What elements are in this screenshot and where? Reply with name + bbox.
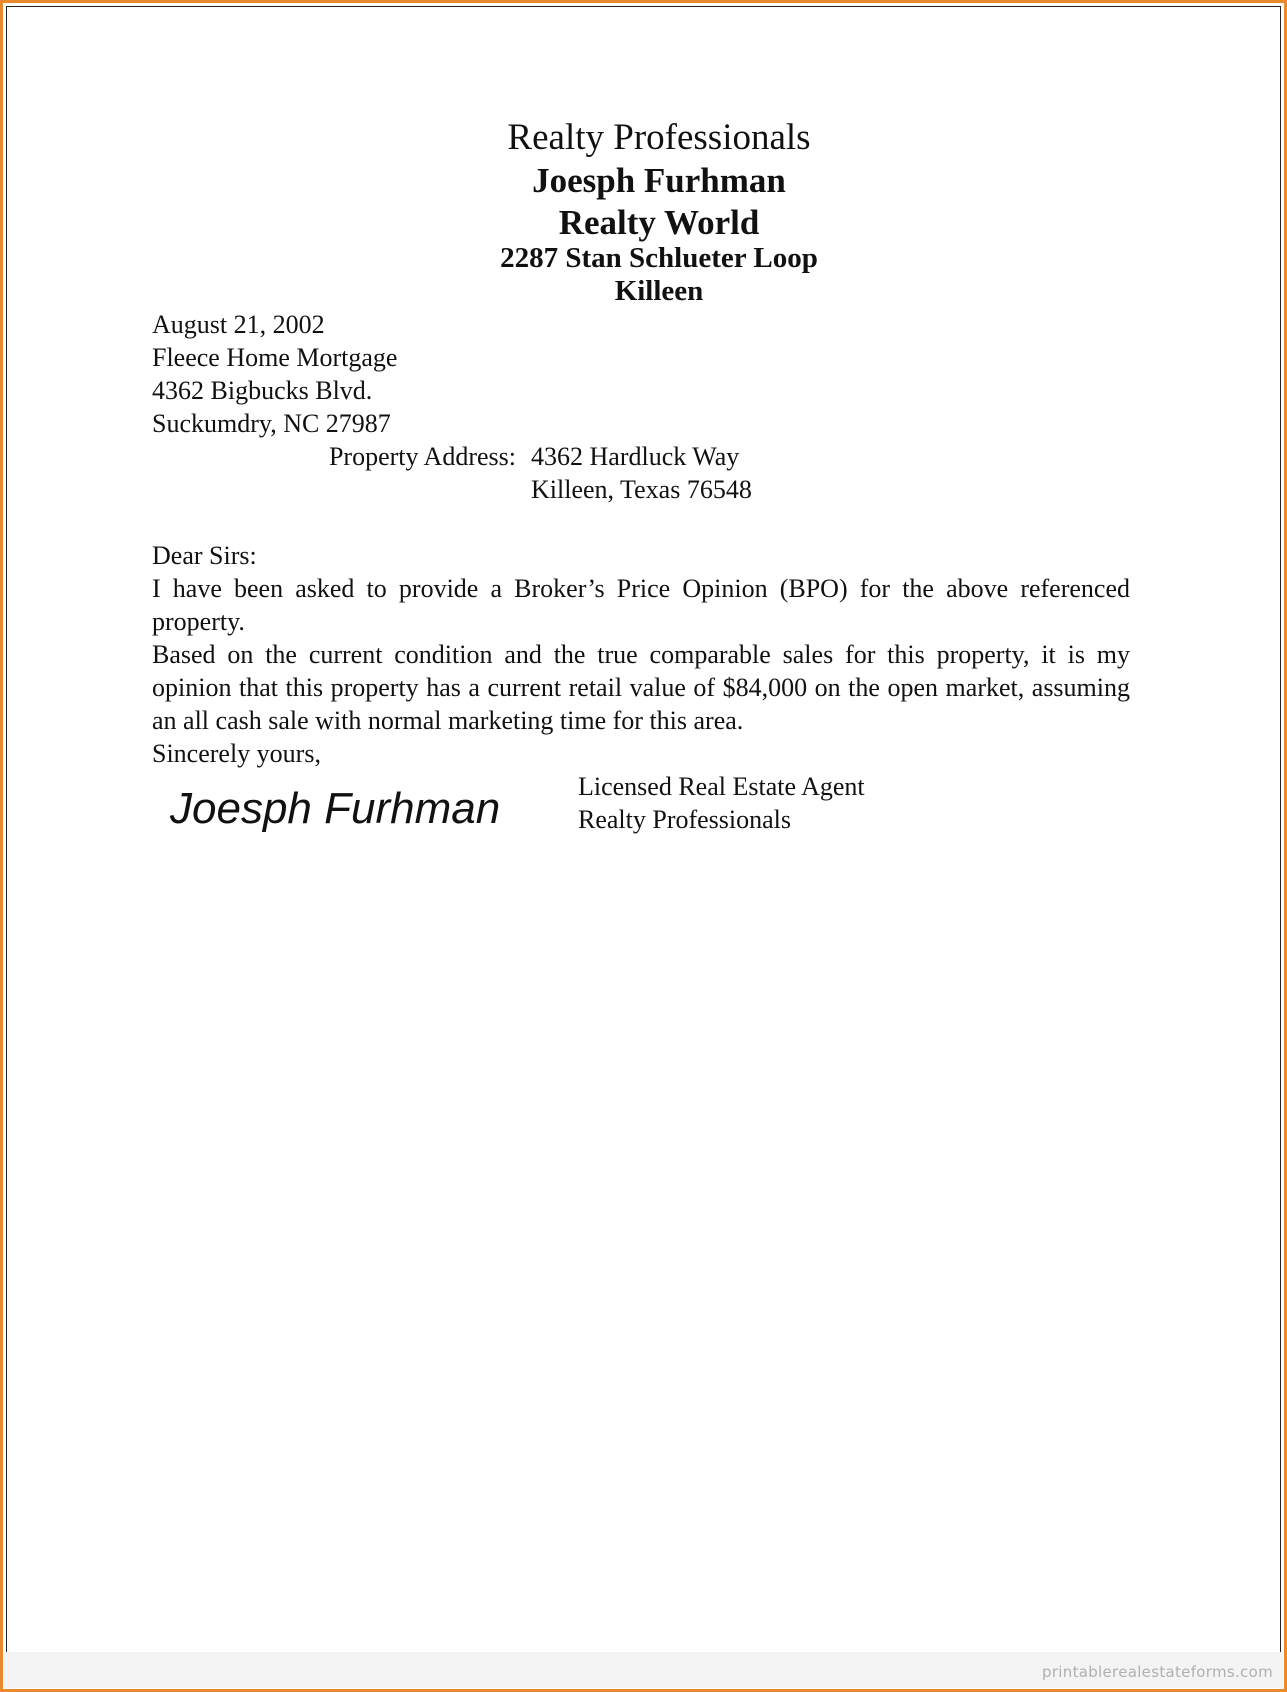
- property-address-indent: [152, 473, 531, 506]
- recipient-block: [152, 308, 1130, 440]
- spacer: [152, 506, 1130, 539]
- letterhead-company: Realty Professionals: [507, 117, 811, 158]
- signature-name: Joesph Furhman: [170, 784, 501, 833]
- letterhead-agent-name: Joesph Furhman: [532, 161, 786, 200]
- signature-title-line2: Realty Professionals: [578, 805, 792, 834]
- watermark-link[interactable]: printablerealestateforms.com: [1042, 1663, 1273, 1681]
- recipient-company: Fleece Home Mortgage: [152, 343, 398, 372]
- signature-title-line1: Licensed Real Estate Agent: [578, 772, 865, 801]
- letterhead-street: 2287 Stan Schlueter Loop: [500, 242, 818, 274]
- letter-date: August 21, 2002: [152, 310, 325, 339]
- recipient-city: Suckumdry, NC 27987: [152, 409, 391, 438]
- closing: Sincerely yours,: [152, 739, 321, 768]
- property-address-line1: 4362 Hardluck Way: [531, 442, 740, 471]
- signature-title: [578, 770, 865, 836]
- body-paragraph-1: I have been asked to provide a Broker’s Price Opinion (BPO) for the above referenced property.: [152, 574, 1130, 636]
- letterhead-office: Realty World: [558, 203, 760, 242]
- letterhead-city: Killeen: [614, 275, 704, 307]
- property-address-line2: Killeen, Texas 76548: [531, 475, 752, 504]
- recipient-street: 4362 Bigbucks Blvd.: [152, 376, 373, 405]
- property-address-block: [152, 440, 1130, 506]
- property-address-row: [152, 440, 1130, 473]
- letterhead: [152, 116, 1130, 308]
- property-address-label: Property Address:: [328, 442, 516, 471]
- salutation: Dear Sirs:: [152, 541, 257, 570]
- property-address-row-2: [152, 473, 1130, 506]
- signature-block: [152, 770, 1130, 850]
- bpo-letter: [152, 116, 1130, 850]
- body-paragraph-2: Based on the current condition and the true comparable sales for this property, it is my opinion that this property has a current retail value of $84,000 on the open market, assuming an all cash sale with normal marketing time for this area.: [152, 640, 1130, 735]
